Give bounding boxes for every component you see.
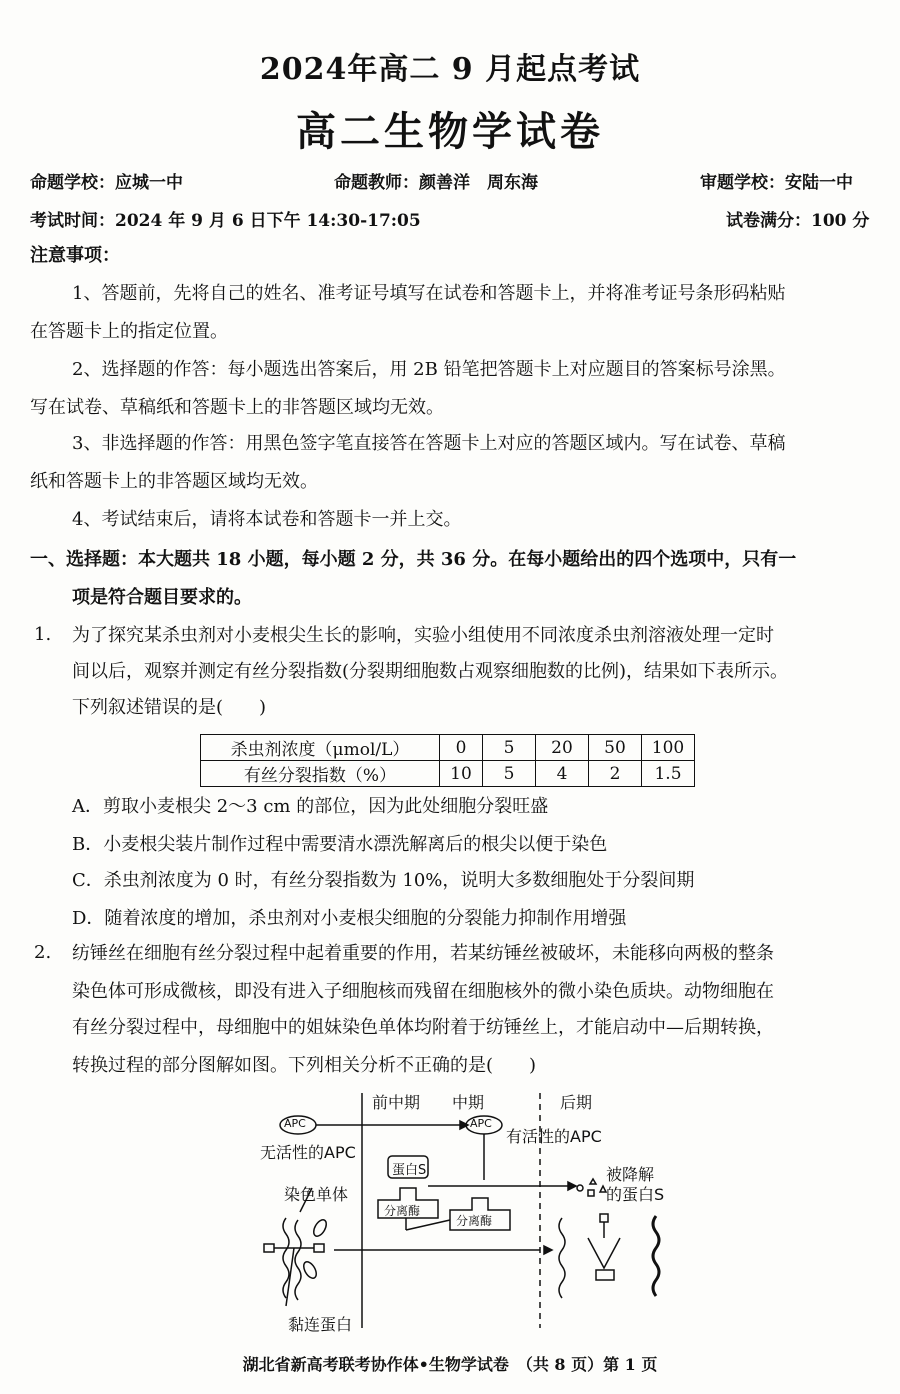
degraded-piece [588,1190,594,1196]
note-4-line1: 4、考试结束后，请将本试卷和答题卡一并上交。 [72,509,462,530]
page-footer: 湖北省新高考联考协作体•生物学试卷 （共 8 页）第 1 页 [242,1355,658,1374]
q1-option-b: B．小麦根尖装片制作过程中需要清水漂洗解离后的根尖以便于染色 [72,834,608,855]
cohesin-pointer [286,1248,294,1306]
q2-number: 2. [34,942,52,963]
note-1-line1: 1、答题前，先将自己的姓名、准考证号填写在试卷和答题卡上，并将准考证号条形码粘贴 [72,283,786,304]
label-protein-s: 蛋白S [392,1163,427,1178]
q1-number: 1. [34,624,52,645]
q2-diagram [250,1088,680,1338]
meta-full-score: 试卷满分：100 分 [726,211,870,231]
table-cell: 100 [642,735,695,761]
meta-review-school: 审题学校：安陆一中 [700,173,853,193]
fragment-base [596,1270,614,1280]
note-2-line2: 写在试卷、草稿纸和答题卡上的非答题区域均无效。 [30,397,444,418]
q1-stem-line3: 下列叙述错误的是( ) [72,697,267,718]
table-cell: 50 [589,735,642,761]
table-cell: 2 [589,761,642,787]
fragment-loops [588,1238,620,1268]
degraded-piece [577,1185,583,1191]
exam-title: 2024年高二 9 月起点考试 [259,52,641,87]
meta-exam-time: 考试时间：2024 年 9 月 6 日下午 14:30-17:05 [30,211,421,231]
apc-inactive-label: APC [284,1117,306,1130]
chromatid-separated-1 [559,1218,565,1298]
label-metaphase: 中期 [452,1093,485,1112]
separase-link [406,1220,450,1230]
table-cell: 杀虫剂浓度（μmol/L） [201,735,440,761]
notes-heading: 注意事项： [30,245,120,266]
cohesin-loop [311,1218,329,1239]
q2-stem-line2: 染色体可形成微核，即没有进入子细胞核而残留在细胞核外的微小染色质块。动物细胞在 [72,981,774,1002]
table-cell: 5 [483,761,536,787]
label-prometaphase: 前中期 [372,1093,421,1112]
chromatid-left-2 [295,1220,301,1300]
table-cell: 5 [483,735,536,761]
chromatid-separated-2 [653,1216,659,1296]
kinetochore-right [314,1244,324,1252]
note-2-line1: 2、选择题的作答：每小题选出答案后，用 2B 铅笔把答题卡上对应题目的答案标号涂黑。 [72,359,786,380]
arrow-head-icon [568,1182,576,1190]
table-cell: 20 [536,735,589,761]
label-chromatid: 染色单体 [284,1185,349,1204]
q1-option-d: D．随着浓度的增加，杀虫剂对小麦根尖细胞的分裂能力抑制作用增强 [72,908,627,929]
cohesin-loop [301,1260,319,1281]
meta-teachers: 命题教师：颜善洋 周东海 [334,173,538,193]
q1-data-table [200,734,695,787]
kinetochore-fragment [600,1214,608,1222]
apc-active-label: APC [470,1117,492,1130]
section-heading-line2: 项是符合题目要求的。 [72,587,252,608]
table-cell: 10 [440,761,483,787]
q1-option-c: C．杀虫剂浓度为 0 时，有丝分裂指数为 10%，说明大多数细胞处于分裂间期 [72,870,695,891]
table-row [201,761,695,787]
label-anaphase: 后期 [560,1093,593,1112]
label-degraded-2: 的蛋白S [606,1185,665,1204]
arrow-head-icon [544,1246,552,1254]
q2-stem-line3: 有丝分裂过程中，母细胞中的姐妹染色单体均附着于纺锤丝上，才能启动中—后期转换， [72,1017,774,1038]
table-cell: 有丝分裂指数（%） [201,761,440,787]
label-inactive-apc: 无活性的APC [260,1143,356,1162]
label-cohesin: 黏连蛋白 [288,1315,353,1334]
meta-school: 命题学校：应城一中 [30,173,183,193]
table-cell: 0 [440,735,483,761]
paper-title: 高二生物学试卷 [296,108,604,155]
table-cell: 1.5 [642,761,695,787]
q2-stem-line1: 纺锤丝在细胞有丝分裂过程中起着重要的作用，若某纺锤丝被破坏，未能移向两极的整条 [72,943,774,964]
table-cell: 4 [536,761,589,787]
label-separase-2: 分离酶 [456,1214,493,1228]
section-heading-line1: 一、选择题：本大题共 18 小题，每小题 2 分，共 36 分。在每小题给出的四个选项中，只有一 [30,549,797,570]
label-separase-1: 分离酶 [384,1204,421,1218]
q1-stem-line1: 为了探究某杀虫剂对小麦根尖生长的影响，实验小组使用不同浓度杀虫剂溶液处理一定时 [72,625,774,646]
note-3-line2: 纸和答题卡上的非答题区域均无效。 [30,471,318,492]
table-row [201,735,695,761]
degraded-piece [590,1179,596,1184]
q1-option-a: A．剪取小麦根尖 2～3 cm 的部位，因为此处细胞分裂旺盛 [72,796,549,817]
q2-stem-line4: 转换过程的部分图解如图。下列相关分析不正确的是( ) [72,1055,537,1076]
label-active-apc: 有活性的APC [506,1127,602,1146]
label-degraded-1: 被降解 [606,1165,655,1184]
note-1-line2: 在答题卡上的指定位置。 [30,321,228,342]
q1-stem-line2: 间以后，观察并测定有丝分裂指数(分裂期细胞数占观察细胞数的比例)，结果如下表所示。 [72,661,789,682]
note-3-line1: 3、非选择题的作答：用黑色签字笔直接答在答题卡上对应的答题区域内。写在试卷、草稿 [72,433,786,454]
kinetochore-left [264,1244,274,1252]
